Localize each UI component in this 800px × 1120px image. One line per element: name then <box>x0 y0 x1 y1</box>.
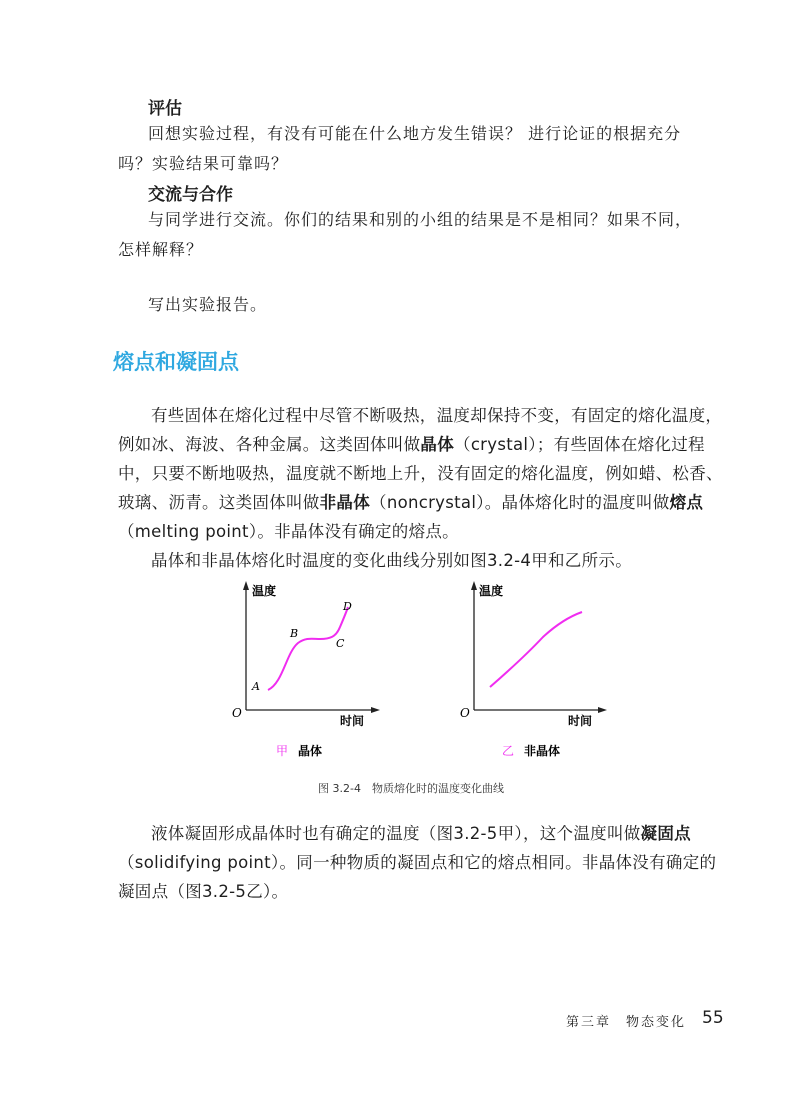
paragraph-solidifying <box>118 819 728 906</box>
chart-noncrystal <box>460 581 607 758</box>
evaluation-text-line2: 吗？实验结果可靠吗？ <box>118 154 289 173</box>
chart-a-mark: 甲 <box>276 744 289 758</box>
exchange-text-line1: 与同学进行交流。你们的结果和别的小组的结果是不是相同？如果不同， <box>148 210 693 229</box>
evaluation-heading: 评估 <box>148 99 182 119</box>
evaluation-text <box>118 119 718 179</box>
point-c: C <box>336 637 345 650</box>
evaluation-text-line1: 回想实验过程，有没有可能在什么地方发生错误？ 进行论证的根据充分 <box>148 124 682 143</box>
paragraph-crystal <box>118 401 728 575</box>
point-a: A <box>252 680 260 693</box>
chart-b-label: 非晶体 <box>524 744 561 758</box>
paragraph-figure-ref: 晶体和非晶体熔化时温度的变化曲线分别如图3.2-4甲和乙所示。 <box>151 551 632 570</box>
x-label-a: 时间 <box>340 714 365 728</box>
term-solidifying-point: 凝固点 <box>640 824 691 843</box>
term-crystal: 晶体 <box>420 435 455 454</box>
report-line: 写出实验报告。 <box>148 295 268 314</box>
y-axis-arrow-a <box>243 581 249 590</box>
para1-text-4: （melting point）。非晶体没有确定的熔点。 <box>118 522 459 541</box>
origin-a: O <box>232 706 242 720</box>
x-label-b: 时间 <box>568 714 593 728</box>
para1-text-1: 有些固体在熔化过程中尽管不断吸热，温度却保持不变，有固定的熔化温度，例如冰、海波、各种金属。这类固体叫做 <box>118 406 723 454</box>
page-number: 55 <box>702 1008 724 1028</box>
para1-text-3: （noncrystal）。晶体熔化时的温度叫做 <box>370 493 670 512</box>
figure-caption: 图 3.2-4 物质熔化时的温度变化曲线 <box>318 782 504 795</box>
para1-text-2: （crystal）；有些固体在熔化过程中，只要不断地吸热，温度就不断地上升，没有固定的熔化温度，例如蜡、松香、玻璃、沥青。这类固体叫做 <box>118 435 723 512</box>
para3-text-1: 液体凝固形成晶体时也有确定的温度（图3.2-5甲），这个温度叫做 <box>151 824 641 843</box>
exchange-text <box>118 205 718 265</box>
x-axis-arrow-a <box>371 707 380 713</box>
curve-noncrystal <box>490 612 582 687</box>
origin-b: O <box>460 706 470 720</box>
term-noncrystal: 非晶体 <box>319 493 371 512</box>
point-d: D <box>343 600 352 613</box>
figure-melting-curves <box>228 575 608 765</box>
section-title: 熔点和凝固点 <box>113 350 239 374</box>
y-label-a: 温度 <box>252 584 277 598</box>
chart-a-label: 晶体 <box>298 744 323 758</box>
chart-b-mark: 乙 <box>502 744 515 758</box>
para3-text-2: （solidifying point）。同一种物质的凝固点和它的熔点相同。非晶体没有确定的凝固点（图3.2-5乙）。 <box>118 853 717 901</box>
term-melting-point: 熔点 <box>669 493 704 512</box>
x-axis-arrow-b <box>598 707 607 713</box>
chart-crystal <box>232 581 380 758</box>
exchange-heading: 交流与合作 <box>148 185 233 205</box>
y-label-b: 温度 <box>479 584 504 598</box>
point-b: B <box>290 627 299 640</box>
exchange-text-line2: 怎样解释？ <box>118 240 204 259</box>
chapter-footer: 第三章 物态变化 <box>566 1015 687 1030</box>
y-axis-arrow-b <box>471 581 477 590</box>
